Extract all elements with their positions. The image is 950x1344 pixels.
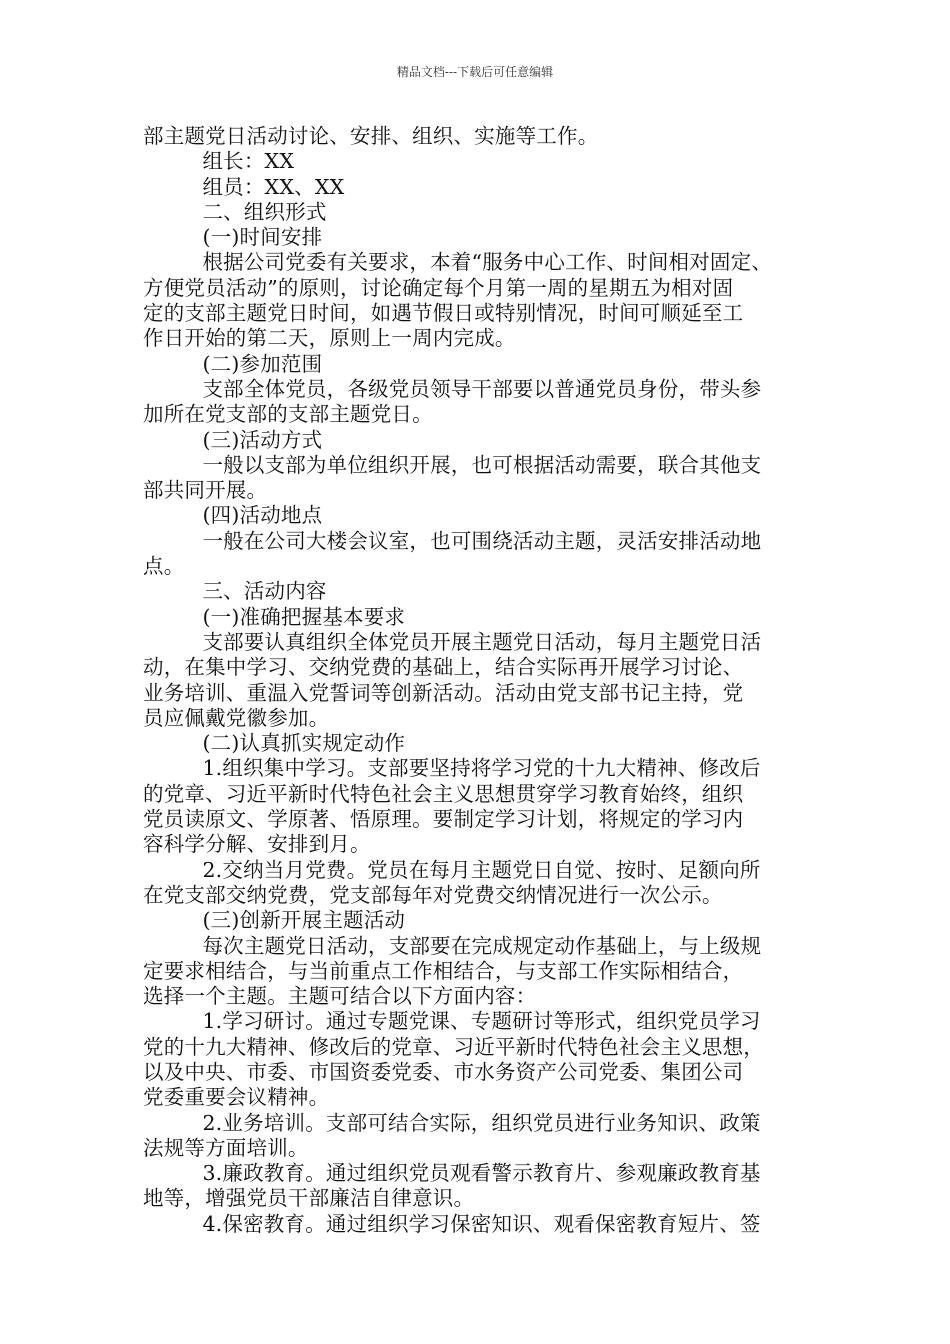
text-line: 定要求相结合，与当前重点工作相结合，与支部工作实际相结合， (143, 958, 744, 983)
text-line: 1.组织集中学习。支部要坚持将学习党的十九大精神、修改后 (202, 756, 761, 781)
text-line: 法规等方面培训。 (143, 1135, 309, 1160)
text-line: 加所在党支部的支部主题党日。 (143, 402, 433, 427)
text-line: 1.学习研讨。通过专题党课、专题研讨等形式，组织党员学习 (202, 1009, 761, 1034)
text-line: 组员：XX、XX (202, 174, 345, 199)
text-line: 根据公司党委有关要求，本着“服务中心工作、时间相对固定、 (202, 250, 773, 275)
paragraph (143, 250, 815, 351)
text-line: 二、组织形式 (202, 199, 327, 224)
text-line: 点。 (143, 554, 185, 579)
text-line: 党的十九大精神、修改后的党章、习近平新时代特色社会主义思想， (143, 1034, 764, 1059)
text-line: 组长：XX (202, 149, 295, 174)
paragraph (143, 605, 815, 630)
paragraph (143, 1111, 815, 1162)
text-line: 2.业务培训。支部可结合实际，组织党员进行业务知识、政策 (202, 1110, 761, 1135)
text-line: (四)活动地点 (202, 503, 323, 528)
paragraph (143, 1161, 815, 1212)
text-line: 部主题党日活动讨论、安排、组织、实施等工作。 (143, 124, 599, 148)
text-line: 选择一个主题。主题可结合以下方面内容： (143, 984, 537, 1009)
text-line: 2.交纳当月党费。党员在每月主题党日自觉、按时、足额向所 (202, 857, 761, 882)
page-header: 精品文档---下载后可任意编辑 (396, 65, 554, 79)
paragraph (143, 149, 815, 174)
text-line: 容科学分解、安排到月。 (143, 832, 371, 857)
paragraph (143, 858, 815, 909)
paragraph (143, 579, 815, 604)
paragraph (143, 225, 815, 250)
text-line: (二)认真抓实规定动作 (202, 731, 406, 756)
text-line: 党员读原文、学原著、悟原理。要制定学习计划，将规定的学习内 (143, 807, 744, 832)
paragraph (143, 428, 815, 453)
paragraph (143, 1212, 815, 1237)
text-line: 以及中央、市委、市国资委党委、市水务资产公司党委、集团公司 (143, 1059, 744, 1084)
paragraph (143, 200, 815, 225)
text-line: (一)时间安排 (202, 225, 323, 250)
text-line: 作日开始的第二天，原则上一周内完成。 (143, 326, 516, 351)
text-line: 一般以支部为单位组织开展，也可根据活动需要，联合其他支 (202, 452, 762, 477)
paragraph (143, 529, 815, 580)
text-line: 的党章、习近平新时代特色社会主义思想贯穿学习教育始终，组织 (143, 781, 744, 806)
paragraph (143, 377, 815, 428)
text-line: (一)准确把握基本要求 (202, 604, 406, 629)
paragraph (143, 453, 815, 504)
text-line: 4.保密教育。通过组织学习保密知识、观看保密教育短片、签 (202, 1211, 761, 1236)
text-line: 地等，增强党员干部廉洁自律意识。 (143, 1186, 475, 1211)
paragraph (143, 630, 815, 731)
paragraph (143, 731, 815, 756)
paragraph (143, 908, 815, 933)
text-line: 在党支部交纳党费，党支部每年对党费交纳情况进行一次公示。 (143, 882, 723, 907)
text-line: 定的支部主题党日时间，如遇节假日或特别情况，时间可顺延至工 (143, 301, 744, 326)
text-line: 党委重要会议精神。 (143, 1085, 330, 1110)
text-line: (三)创新开展主题活动 (202, 908, 406, 933)
text-line: 每次主题党日活动，支部要在完成规定动作基础上，与上级规 (202, 933, 762, 958)
text-line: 一般在公司大楼会议室，也可围绕活动主题，灵活安排活动地 (202, 528, 762, 553)
text-line: 员应佩戴党徽参加。 (143, 705, 330, 730)
text-line: 业务培训、重温入党誓词等创新活动。活动由党支部书记主持，党 (143, 680, 744, 705)
text-line: 支部要认真组织全体党员开展主题党日活动，每月主题党日活 (202, 629, 762, 654)
paragraph (143, 503, 815, 528)
paragraph (143, 934, 815, 1010)
paragraph (143, 124, 815, 149)
paragraph (143, 175, 815, 200)
text-line: 支部全体党员，各级党员领导干部要以普通党员身份，带头参 (202, 376, 762, 401)
paragraph (143, 1009, 815, 1110)
text-line: 三、活动内容 (202, 579, 327, 604)
text-line: 动，在集中学习、交纳党费的基础上，结合实际再开展学习讨论、 (143, 655, 744, 680)
text-line: (三)活动方式 (202, 427, 323, 452)
paragraph (143, 756, 815, 857)
text-line: (二)参加范围 (202, 351, 323, 376)
text-line: 3.廉政教育。通过组织党员观看警示教育片、参观廉政教育基 (202, 1161, 761, 1186)
text-line: 部共同开展。 (143, 478, 268, 503)
paragraph (143, 352, 815, 377)
document-body (143, 124, 815, 1237)
text-line: 方便党员活动”的原则，讨论确定每个月第一周的星期五为相对固 (143, 275, 734, 300)
